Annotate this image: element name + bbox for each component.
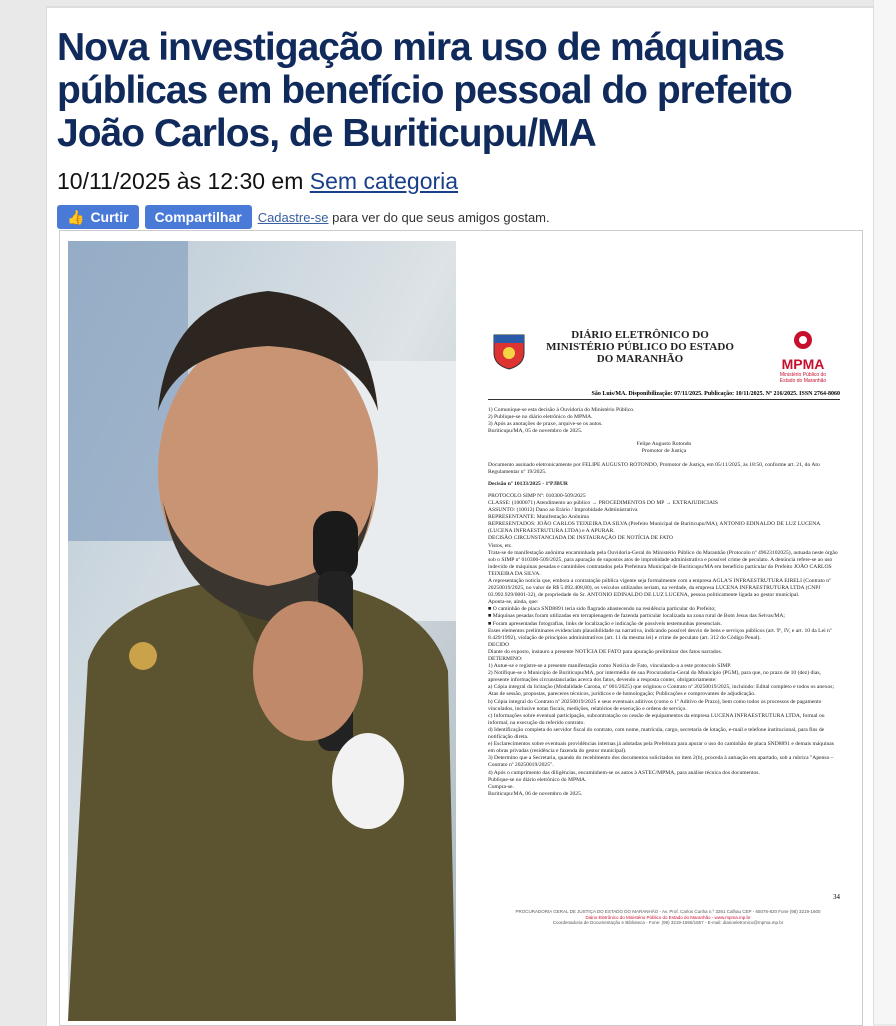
signer-name: Felipe Augusto Rotondo (636, 441, 692, 448)
mayor-photo (68, 241, 456, 1021)
doc-line: 1) Autue-se e registre-se a presente manifestação como Notícia de Fato, vinculando-a a este protocolo SIMP. (488, 663, 732, 670)
doc-line: DETERMINO: (488, 656, 523, 662)
doc-line: DECISÃO CIRCUNSTANCIADA DE INSTAURAÇÃO DE NOTÍCIA DE FATO (488, 535, 673, 542)
doc-line: 3) Determino que a Secretaria, quando do recebimento dos documentos solicitados no item 2(b), proceda à autuação em apartado, sob a rubrica "Apenso – Contrato nº 20250019/2025". (488, 755, 834, 769)
doc-line: Diante do exposto, instauro a presente NOTÍCIA DE FATO para apuração preliminar dos fatos narrados. (488, 648, 723, 655)
doc-line: 3) Após as anotações de praxe, arquive-se os autos. (488, 421, 603, 428)
doc-line: Trata-se de manifestação anônima encaminhada pela Ouvidoria-Geral do Ministério Público do Maranhão (Protocolo nº 49623102025), autuada neste órgão sob o SIMP nº 010300-509/2025, para apuração de supostos atos de improbidade administrativa e possível crime de peculato. A denúncia refere-se ao uso indevido de máquinas pesadas e caminhões contratados pela Prefeitura Municipal de Buriticupu/MA em benefício particular do Prefeito JOÃO CARLOS TEIXEIRA DA SILVA. (488, 549, 838, 577)
doc-line: 4) Após o cumprimento das diligências, encaminhem-se os autos à ASTEC/MPMA, para análise técnica dos documentos. (488, 769, 760, 776)
mpma-logo-text: MPMA (781, 356, 825, 372)
publication-line: São Luís/MA. Disponibilização: 07/11/2025. Publicação: 10/11/2025. Nº 216/2025. ISSN 2764-8060 (488, 391, 840, 400)
doc-line: REPRESENTADOS: JOÃO CARLOS TEIXEIRA DA SILVA (Prefeito Municipal de Buriticupu/MA), ANTONIO EDINALDO DE LUZ LUCENA (LUCENA INFRAESTRUTURA LTDA) e A APURAR. (488, 521, 821, 535)
doc-line: Buriticupu/MA, 06 de novembro de 2025. (488, 790, 583, 797)
side-scroll-area (873, 0, 896, 1024)
like-button[interactable] (57, 205, 139, 229)
doc-line: b) Cópia integral do Contrato nº 20250019/2025 e seus eventuais aditivos (como o 1º Aditivo de Prazo), bem como todos os processos de pagamento vinculados, inclusive notas fiscais, medições, relatórios de execução e ordens de serviço. (488, 698, 822, 712)
article-page (46, 6, 874, 1026)
decision-title: Decisão nº 10133/2025 - 1ªPJBUR (488, 480, 568, 487)
article-title: Nova investigação mira uso de máquinas públicas em benefício pessoal do prefeito João Carlos, de Buriticupu/MA (57, 26, 792, 155)
document-footer (508, 909, 828, 926)
doc-line: ASSUNTO: (10012) Dano ao Erário / Improbidade Administrativa (488, 507, 638, 514)
document-title: DIÁRIO ELETRÔNICO DO MINISTÉRIO PÚBLICO DO ESTADO DO MARANHÃO (546, 329, 734, 365)
mpma-logo-subtitle: Ministério Público do Estado do Maranhão (779, 372, 827, 384)
mpma-emblem-icon (792, 329, 814, 351)
doc-line: d) Identificação completa do servidor fiscal do contrato, com nome, matrícula, cargo, secretaria de lotação, e-mail e telefone institucional, para fins de notificação direta. (488, 726, 825, 741)
document-lines (488, 493, 840, 798)
mpma-logo (773, 329, 833, 384)
doc-line: a) Cópia integral da licitação (Modalidade Carona, nº 001/2025) que originou o Contrato nº 20250019/2025, incluindo: Edital completo e todos os anexos; Atas de sessão, propostas, pareceres técnicos, jurídicos e de homologação; Publicações e comprovantes de adjudicação. (488, 684, 835, 698)
doc-line: 2) Notifique-se o Município de Buriticupu/MA, por intermédio de sua Procuradoria-Geral do Município (PGM), para que, no prazo de 10 (dez) dias, apresente informações circunstanciadas acerca dos fatos, devendo a resposta conter, obrigatoriamente: (488, 670, 821, 684)
category-link[interactable]: Sem categoria (309, 168, 459, 194)
thumbs-up-icon: 👍 (67, 208, 85, 225)
doc-line: Vistos, etc. (488, 542, 513, 549)
doc-line: 2) Publique-se no diário eletrônico do MPMA. (488, 414, 593, 421)
share-button[interactable]: Compartilhar (145, 205, 252, 229)
doc-line: Esses elementos preliminares evidenciam plausibilidade na narrativa, indicando possível desvio de bens e serviços públicos (art. 9º, IV, e art. 10 da Lei nº 8.429/1992), violação de princípios administrativos (art. 11 da mesma lei) e crime de peculato (art. 312 do Código Penal). (488, 627, 832, 641)
doc-line: REPRESENTANTE: Manifestação Anônima (488, 514, 589, 521)
mayor-photo-illustration (68, 241, 456, 1021)
signed-note: Documento assinado eletronicamente por FELIPE AUGUSTO ROTONDO, Promotor de Justiça, em 05/11/2025, às 18:50, conforme art. 21, do Ato Regulamentar nº 19/2025. (488, 461, 820, 475)
official-document (468, 241, 856, 1021)
doc-line: ■ Máquinas pesadas foram utilizadas em terraplenagem de fazenda particular localizada na zona rural de Bom Jesus das Selvas/MA; (488, 613, 785, 620)
register-link[interactable]: Cadastre-se (257, 209, 329, 225)
footer-line: PROCURADORIA GERAL DE JUSTIÇA DO ESTADO DO MARANHÃO - Av. Prof. Carlos Cunha n.º 3261 Calhau CEP - 65076-820 Fone (98) 3219-1600 (515, 909, 821, 914)
document-body (488, 407, 840, 798)
doc-line: Cumpra-se. (488, 783, 514, 790)
facebook-bar (57, 205, 550, 229)
doc-line: Buriticupu/MA, 05 de novembro de 2025. (488, 428, 583, 435)
social-text: para ver do que seus amigos gostam. (328, 209, 550, 225)
footer-line: Diário Eletrônico do Ministério Público do Estado do Maranhão - www.mpma.mp.br (585, 914, 751, 920)
doc-line: CLASSE: (1000071) Atendimento ao público → PROCEDIMENTOS DO MP → EXTRAJUDICIAIS (488, 499, 718, 506)
like-label: Curtir (90, 209, 129, 225)
doc-line: 1) Comunique-se esta decisão à Ouvidoria do Ministério Público. (488, 407, 635, 413)
doc-line: PROTOCOLO SIMP Nº: 010300-509/2025 (488, 492, 586, 499)
footer-line: Coordenadoria de Documentação e Biblioteca - Fone: (98) 3219-1656/1657 - E-mail: diarioeletronico@mpma.mp.br (552, 920, 784, 925)
doc-line: Publique-se no diário eletrônico do MPMA. (488, 776, 587, 783)
facebook-social-text (258, 210, 550, 225)
doc-line: Aponta-se, ainda, que: (488, 599, 539, 606)
state-crest-icon (488, 329, 530, 371)
document-header (488, 329, 848, 399)
doc-line: ■ O caminhão de placa SND8891 teria sido flagrado abastecendo na residência particular do Prefeito; (488, 606, 716, 613)
article-date: 10/11/2025 às 12:30 em (57, 168, 310, 194)
article-meta (57, 168, 458, 195)
doc-line: c) Informações sobre eventual participação, subcontratação ou cessão de equipamentos da empresa LUCENA INFRAESTRUTURA LTDA, formal ou informal, na execução do referido contrato. (488, 712, 825, 726)
doc-line: DECIDO (488, 641, 510, 648)
page-number: 34 (833, 893, 840, 901)
article-image (59, 230, 863, 1026)
doc-line: A representação noticia que, embora a contratação pública vigente seja formalmente com a empresa AGLA'S INFRAESTRUTURA EIRELI (Contrato nº 20250019/2025, no valor de R$ 5.092.408,80), os veículos utilizados seriam, na verdade, da empresa LUCENA INFRAESTRUTURA LTDA (CNPJ 03.992.929/0001-32), de propriedade do Sr. ANTONIO EDINALDO DE LUZ LUCENA, pessoa politicamente ligada ao gestor municipal. (488, 577, 831, 599)
doc-line: e) Esclarecimentos sobre eventuais providências internas já adotadas pela Prefeitura para apurar o uso do caminhão de placa SND8891 e demais máquinas em obras privadas (residência e fazenda do gestor municipal). (488, 741, 834, 755)
doc-line: ■ Foram apresentadas fotografias, links de localização e indicação de possíveis testemunhas presenciais. (488, 620, 722, 627)
signer-role: Promotor de Justiça (641, 448, 687, 455)
